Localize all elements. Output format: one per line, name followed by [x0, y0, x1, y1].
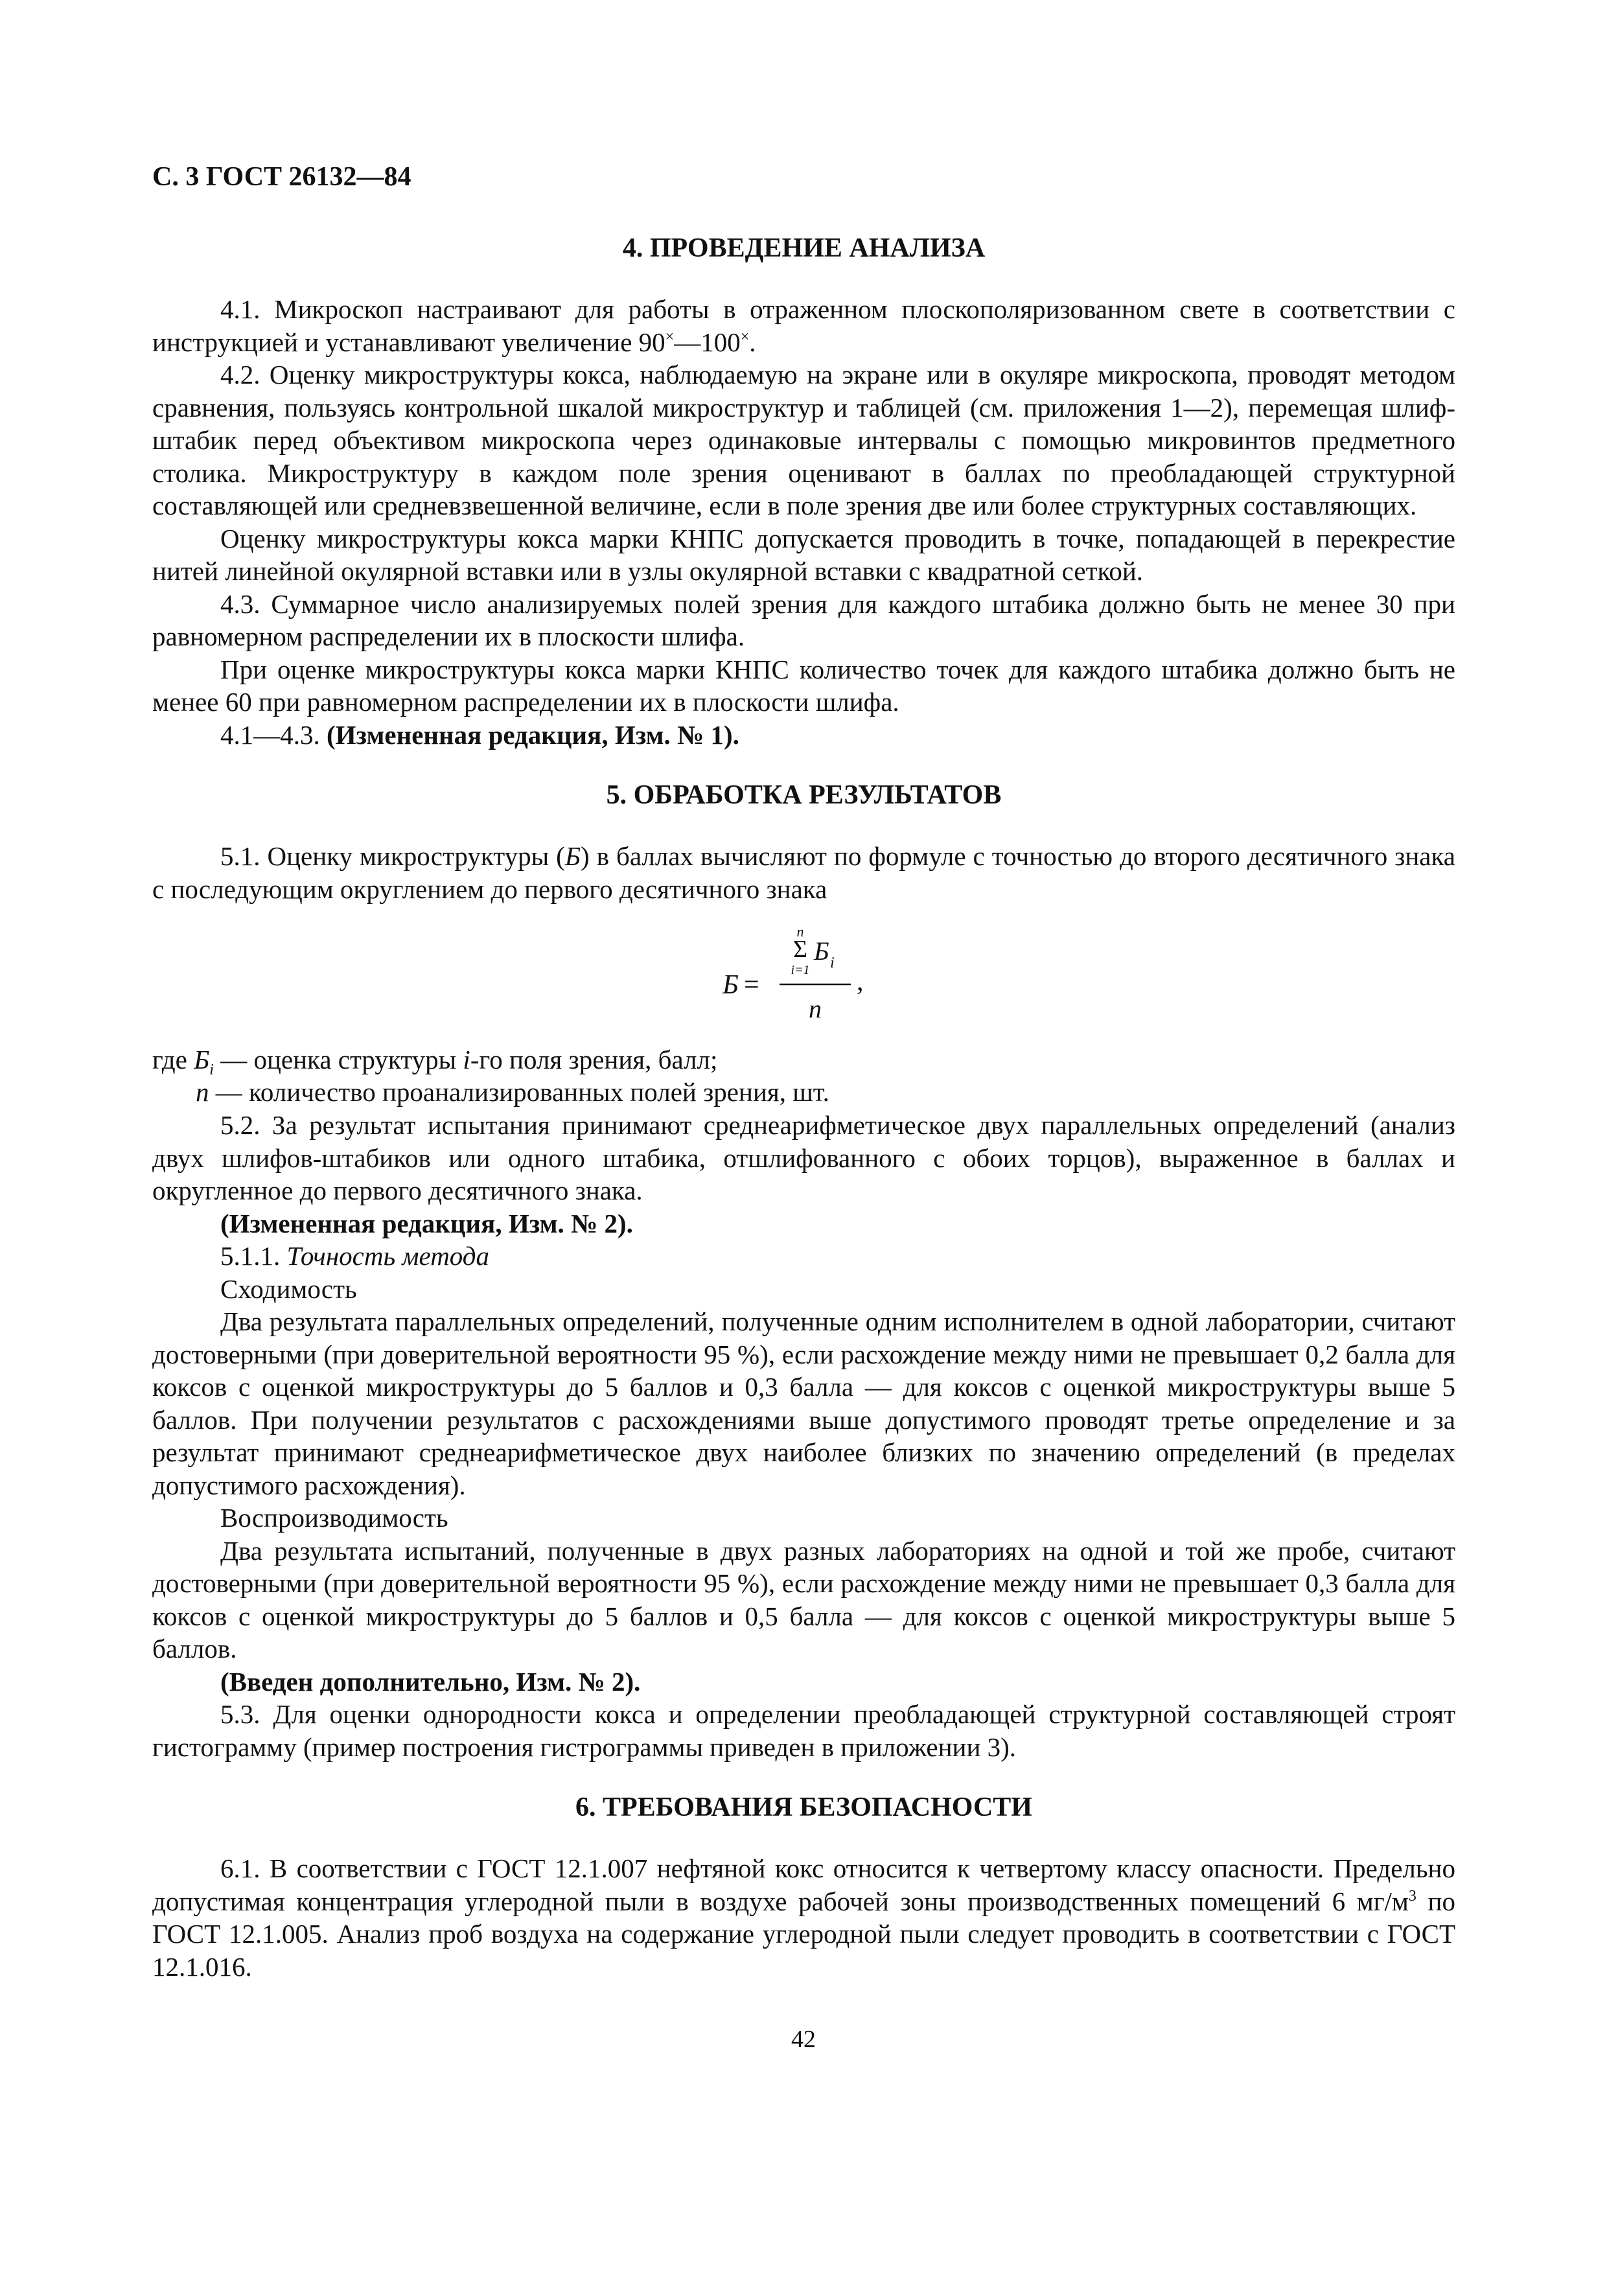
formula-lhs: Б [723, 970, 739, 1000]
section-6-heading: 6. ТРЕБОВАНИЯ БЕЗОПАСНОСТИ [575, 1792, 1032, 1822]
formula-sum-upper: n [796, 923, 804, 940]
legend-var-n: n [196, 1077, 209, 1107]
legend-text-n: — количество проанализированных полей зрения, шт. [209, 1077, 829, 1107]
page-header: С. 3 ГОСТ 26132—84 [152, 162, 411, 192]
section-4-heading: 4. ПРОВЕДЕНИЕ АНАЛИЗА [622, 233, 986, 263]
paragraph-6-1-a: 6.1. В соответствии с ГОСТ 12.1.007 нефтяной кокс относится к четвертому классу опасности. Предельно допустимая концентрация углеродной пыли в воздухе рабочей зоны производственных помещений 6 мг/м [152, 1853, 1455, 1916]
paragraph-5-1-1 [152, 1240, 1455, 1273]
amendment-note-3: (Введен дополнительно, Изм. № 2). [220, 1666, 641, 1697]
paragraph-5-3: 5.3. Для оценки однородности кокса и определении преобладающей структурной составляющей строят гистограмму (пример построения гистрограммы приведен в приложении 3). [152, 1699, 1455, 1762]
magnification-sup-1: × [665, 328, 675, 345]
paragraph-4-1-mid: —100 [674, 327, 741, 357]
reproducibility-text: Два результата испытаний, полученные в двух разных лабораториях на одной и той же пробе, считают достоверными (при доверительной вероятности 95 %), если расхождение между ними не превышает 0,3 балла для коксов с оценкой микроструктуры до 5 баллов и 0,5 балла — для коксов с оценкой микроструктуры выше 5 баллов. [152, 1535, 1455, 1664]
paragraph-5-1-a: 5.1. Оценку микроструктуры ( [220, 841, 565, 871]
formula-term-sub: i [830, 955, 835, 971]
formula-legend [152, 1043, 1455, 1109]
paragraph-5-1 [152, 840, 1455, 905]
formula-denominator: n [809, 994, 822, 1023]
paragraph-5-1-var: Б [564, 841, 581, 871]
legend-row-n [196, 1076, 829, 1109]
paragraph-6-1 [152, 1852, 1455, 1983]
formula-sigma: Σ [792, 936, 808, 963]
paragraph-4-3: 4.3. Суммарное число анализируемых полей зрения для каждого штабика должно быть не менее 30 при равномерном распределении их в плоскости шлифа. [152, 588, 1455, 651]
legend-text-bi-a: — оценка структуры [213, 1045, 463, 1074]
legend-where-word: где [152, 1045, 187, 1074]
paragraph-4-2-knps: Оценку микроструктуры кокса марки КНПС допускается проводить в точке, попадающей в перекрестие нитей линейной окулярной вставки или в узлы окулярной вставки с квадратной сеткой. [152, 523, 1455, 586]
formula-sum-lower: i=1 [791, 963, 810, 977]
amendment-note-1-prefix: 4.1—4.3. [220, 719, 327, 750]
amendment-note-2: (Измененная редакция, Изм. № 2). [220, 1208, 633, 1238]
paragraph-4-1-text: 4.1. Микроскоп настраивают для работы в отраженном плоскополяризованном свете в соответствии с инструкцией и устанавливают увеличение 90 [152, 294, 1455, 357]
paragraph-5-1-1-title: Точность метода [286, 1241, 490, 1271]
paragraph-4-3-knps: При оценке микроструктуры кокса марки КНПС количество точек для каждого штабика должно быть не менее 60 при равномерном распределении их в плоскости шлифа. [152, 654, 1455, 717]
paragraph-6-1-sup: 3 [1408, 1887, 1416, 1905]
paragraph-6-1-b: по ГОСТ 12.1.005. Анализ проб воздуха на содержание углеродной пыли следует проводить в соответствии с ГОСТ 12.1.016. [152, 1886, 1455, 1982]
amendment-note-1-bold: (Измененная редакция, Изм. № 1). [327, 719, 739, 750]
legend-var-bi: Б [194, 1045, 210, 1074]
convergence-text: Два результата параллельных определений, полученные одним исполнителем в одной лаборатории, считают достоверными (при доверительной вероятности 95 %), если расхождение между ними не превышает 0,2 балла для коксов с оценкой микроструктуры до 5 баллов и 0,3 балла — для коксов с оценкой микроструктуры выше 5 баллов. При получении результатов с расхождениями выше допустимого проводят третье определение и за результат принимают среднеарифметическое двух наиболее близких по значению определений (в пределах допустимого расхождения). [152, 1306, 1455, 1500]
formula-block [152, 910, 1455, 1043]
legend-text-bi-i: i [463, 1045, 470, 1074]
convergence-title: Сходимость [220, 1273, 357, 1304]
page-number: 42 [791, 2026, 816, 2053]
legend-var-bi-sub: i [209, 1061, 214, 1079]
legend-text-bi-b: -го поля зрения, балл; [470, 1045, 718, 1074]
document-body [152, 232, 1455, 1983]
paragraph-5-2: 5.2. За результат испытания принимают среднеарифметическое двух параллельных определений (анализ двух шлифов-штабиков или одного штабика, отшлифованного с обоих торцов), выраженное в баллах и округленное до первого десятичного знака. [152, 1110, 1455, 1205]
mean-formula [723, 910, 1059, 1043]
amendment-note-1 [152, 719, 1455, 752]
paragraph-5-1-b: ) в баллах вычисляют по формуле с точностью до второго десятичного знака с последующим округлением до первого десятичного знака [152, 841, 1456, 904]
paragraph-5-1-1-num: 5.1.1. [220, 1241, 287, 1271]
reproducibility-title: Воспроизводимость [220, 1503, 448, 1533]
paragraph-4-2: 4.2. Оценку микроструктуры кокса, наблюдаемую на экране или в окуляре микроскопа, проводят методом сравнения, пользуясь контрольной шкалой микроструктур и таблицей (см. приложения 1—2), перемещая шлиф-штабик перед объективом микроскопа через одинаковые интервалы с помощью микровинтов предметного столика. Микроструктуру в каждом поле зрения оценивают в баллах по преобладающей структурной составляющей или средневзвешенной величине, если в поле зрения две или более структурных составляющих. [152, 360, 1455, 520]
paragraph-4-1-end: . [749, 327, 756, 357]
paragraph-4-1 [152, 293, 1455, 358]
formula-comma: , [857, 967, 864, 997]
magnification-sup-2: × [740, 328, 750, 345]
formula-equals: = [744, 970, 759, 1000]
section-5-heading: 5. ОБРАБОТКА РЕЗУЛЬТАТОВ [606, 780, 1002, 810]
formula-term: Б [814, 936, 829, 966]
